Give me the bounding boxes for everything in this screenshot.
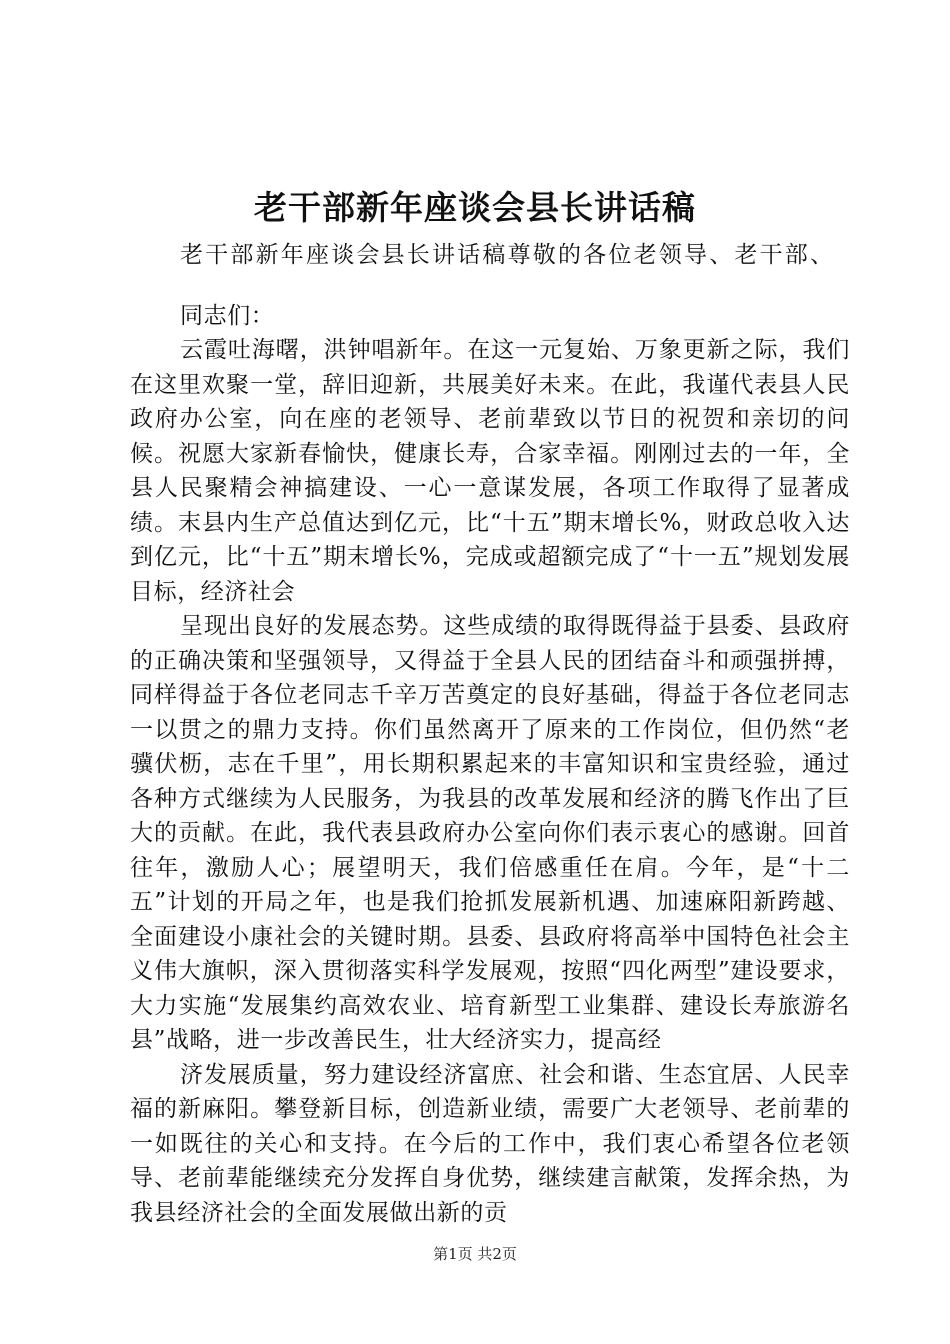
opening-line: 老干部新年座谈会县长讲话稿尊敬的各位老领导、老干部、 (180, 242, 836, 268)
document-body (130, 238, 850, 1230)
document-title: 老干部新年座谈会县长讲话稿 (254, 188, 696, 227)
paragraph: 呈现出良好的发展态势。这些成绩的取得既得益于县委、县政府的正确决策和坚强领导，又得益于全县人民的团结奋斗和顽强拼搏，同样得益于各位老同志千辛万苦奠定的良好基础，得益于各位老同志一以贯之的鼎力支持。你们虽然离开了原来的工作岗位，但仍然“老骥伏枥，志在千里”，用长期积累起来的丰富知识和宝贵经验，通过各种方式继续为人民服务，为我县的改革发展和经济的腾飞作出了巨大的贡献。在此，我代表县政府办公室向你们表示衷心的感谢。回首往年，激励人心；展望明天，我们倍感重任在肩。今年，是“十二五”计划的开局之年，也是我们抢抓发展新机遇、加速麻阳新跨越、全面建设小康社会的关键时期。县委、县政府将高举中国特色社会主义伟大旗帜，深入贯彻落实科学发展观，按照“四化两型”建设要求，大力实施“发展集约高效农业、培育新型工业集群、建设长寿旅游名县”战略，进一步改善民生，壮大经济实力，提高经 (130, 613, 850, 1053)
paragraph: 济发展质量，努力建设经济富庶、社会和谐、生态宜居、人民幸福的新麻阳。攀登新目标，创造新业绩，需要广大老领导、老前辈的一如既往的关心和支持。在今后的工作中，我们衷心希望各位老领导、老前辈能继续充分发挥自身优势，继续建言献策，发挥余热，为我县经济社会的全面发展做出新的贡 (130, 1061, 850, 1226)
paragraph: 云霞吐海曙，洪钟唱新年。在这一元复始、万象更新之际，我们在这里欢聚一堂，辞旧迎新，共展美好未来。在此，我谨代表县人民政府办公室，向在座的老领导、老前辈致以节日的祝贺和亲切的问候。祝愿大家新春愉快，健康长寿，合家幸福。刚刚过去的一年，全县人民聚精会神搞建设、一心一意谋发展，各项工作取得了显著成绩。末县内生产总值达到亿元，比“十五”期末增长%，财政总收入达到亿元，比“十五”期末增长%，完成或超额完成了“十一五”规划发展目标，经济社会 (130, 337, 850, 605)
salutation: 同志们： (180, 302, 275, 329)
page-number-footer: 第1页 共2页 (433, 1245, 517, 1263)
